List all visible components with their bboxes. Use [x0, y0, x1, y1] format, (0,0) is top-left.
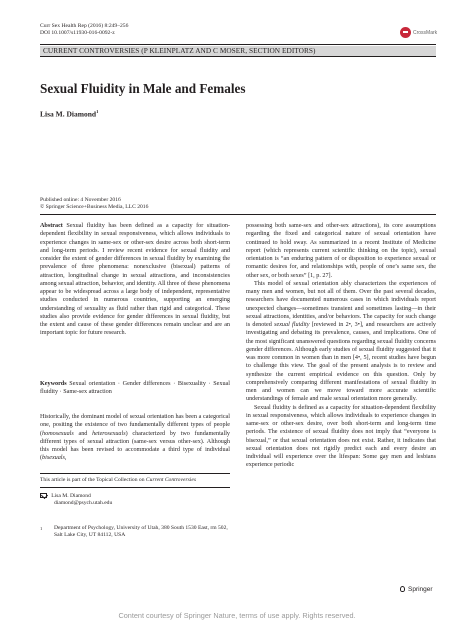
contact-email[interactable]: diamond@psych.utah.edu — [54, 500, 113, 507]
banner-bottom-rule — [40, 56, 436, 57]
author-name[interactable]: Lisa M. Diamond — [40, 109, 97, 119]
keywords — [40, 380, 230, 397]
publisher-name: Springer — [408, 585, 433, 593]
copyright: © Springer Science+Business Media, LLC 2016 — [40, 204, 149, 210]
affiliation-number: 1 — [40, 526, 43, 531]
right-column — [246, 222, 436, 470]
email-icon — [40, 493, 47, 498]
section-banner-text: CURRENT CONTROVERSIES (P KLEINPLATZ AND C MOSER, SECTION EDITORS) — [43, 45, 316, 55]
published-date: Published online: 4 November 2016 — [40, 197, 121, 203]
keywords-label: Keywords — [40, 381, 67, 387]
affiliation — [40, 525, 230, 539]
article-title: Sexual Fluidity in Male and Females — [40, 81, 246, 96]
intro-term-heterosexuals: heterosexuals — [92, 430, 126, 437]
publisher-logo — [399, 585, 433, 593]
abstract-text: Sexual fluidity has been defined as a capacity for situation-dependent flexibility in sexual responsiveness, which allows individuals to experience changes in same-sex or other-sex desire across both short-term and long-term periods. I review recent evidence for sexual fluidity and consider the extent of gender differences in sexual fluidity by examining the prevalence of three phenomena: nonexclusive (bisexual) patterns of attraction, longitudinal change in sexual attractions, and inconsistencies among sexual attraction, behavior, and identity. All three of these phenomena appear to be widespread across a large body of independent, representative studies conducted in numerous countries, supporting an emerging understanding of sexuality as fluid rather than rigid and categorical. These studies also provide evidence for gender differences in sexual fluidity, but the extent and cause of these gender differences remain unclear and are an important topic for future research. — [40, 223, 230, 337]
left-intro-paragraph — [40, 413, 230, 463]
abstract-label: Abstract — [40, 223, 63, 229]
footer-notice: Content courtesy of Springer Nature, terms of use apply. Rights reserved. — [118, 611, 356, 620]
crossmark-icon — [400, 27, 411, 38]
author-line — [40, 109, 98, 119]
author-affiliation-sup: 1 — [96, 109, 99, 114]
intro-text-3: ) characterized by two fundamentally different types of sexual attraction (same-sex versus other-sex). Although this model has been revised to accommodate a third type of individual ( — [40, 430, 231, 462]
topical-collection-note — [40, 477, 196, 484]
intro-term-bisexuals: bisexuals — [42, 455, 65, 462]
contact-name: Lisa M. Diamond — [51, 493, 91, 499]
section-banner — [40, 46, 436, 56]
right-paragraph-3: Sexual fluidity is defined as a capacity for situation-dependent flexibility in sexual responsiveness, which allows individuals to experience changes in same-sex or other-sex desire, over both short-term and long-term time periods. The existence of sexual fluidity does not imply that “everyone is bisexual,” or that sexual orientation does not exist. Rather, it indicates that sexual orientation does not rigidly predict each and every desire an individual will experience over the lifespan: Some gay men and lesbians experience periodic — [246, 404, 436, 469]
affiliation-text: Department of Psychology, University of Utah, 380 South 1530 East, rm 502, Salt Lake City, UT 84112, USA — [54, 525, 228, 539]
right-p2-term: sexual fluidity — [274, 322, 310, 328]
journal-citation: Curr Sex Health Rep (2016) 8:249–256 — [40, 23, 129, 29]
footnote-rule — [40, 473, 230, 474]
right-p2-text-a: This model of sexual orientation ably characterizes the experiences of many men and women, but not all of them. Over the past several decades, researchers have documented numerous cases in which individuals report unexpected changes—sometimes transient and sometimes lasting—in their sexual attractions, identities, and/or behaviors. The capacity for such change is denoted — [246, 280, 436, 328]
contact-rule — [40, 487, 230, 488]
topical-text: This article is part of the Topical Collection on — [40, 477, 146, 483]
intro-term-homosexuals: homosexuals — [42, 430, 74, 437]
intro-text-4: , — [64, 455, 67, 462]
right-paragraph-1: possessing both same-sex and other-sex attractions), its core assumptions regarding the fixed and categorical nature of sexual orientation have continued to hold sway. As summarized in a recent Institute of Medicine report (which represents current scientific thinking on the topic), sexual orientation is “an enduring pattern of or disposition to experience sexual or romantic desires for, and relationships with, people of one’s same sex, the other sex, or both sexes” [1, p. 27]. — [246, 223, 436, 279]
keywords-text: Sexual orientation · Gender differences · Bisexuality · Sexual fluidity · Same-sex attraction — [40, 381, 230, 396]
crossmark-badge[interactable] — [400, 27, 437, 38]
intro-text-2: and — [73, 430, 93, 437]
contact-block — [40, 493, 112, 507]
springer-horse-icon — [399, 585, 406, 593]
abstract — [40, 222, 230, 338]
topical-collection-link[interactable]: Current Controversies — [145, 477, 197, 483]
crossmark-label: CrossMark — [413, 29, 438, 36]
doi[interactable]: DOI 10.1007/s11930-016-0092-z — [40, 30, 115, 36]
intro-text-1: Historically, the dominant model of sexual orientation has been a categorical one, positing the existence of two fundamentally different types of people ( — [40, 414, 230, 437]
right-paragraph-2 — [246, 280, 436, 404]
info-rule — [40, 214, 436, 215]
right-p2-text-b: [reviewed in 2•, 3•], and researchers are actively investigating and debating its prevalence, causes, and implications. One of the most significant unanswered questions regarding sexual fluidity concerns gender differences. Although early studies of sexual fluidity suggested that it was more common in women than in men [4•, 5], recent studies have begun to challenge this view. The goal of the present analysis is to review and synthesize the current empirical evidence on this question. Only by comprehensively comparing different manifestations of sexual fluidity in men and women can we move toward more accurate scientific understandings of female and male sexual orientation more generally. — [246, 322, 436, 403]
